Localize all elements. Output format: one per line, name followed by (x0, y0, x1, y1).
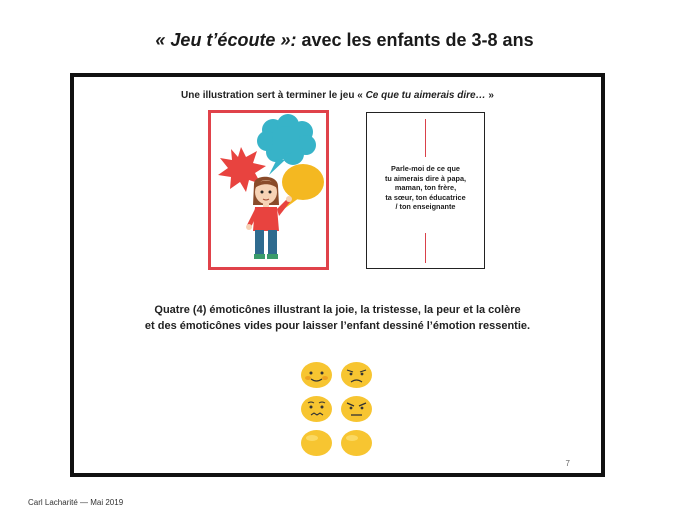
fear-emoticon-icon (300, 395, 333, 423)
prompt-card (366, 112, 485, 269)
joy-emoticon-icon (300, 361, 333, 389)
child-speech-illustration (211, 113, 326, 267)
title-rest: avec les enfants de 3-8 ans (296, 30, 534, 50)
card-divider-top (425, 119, 426, 157)
child-illustration-card (208, 110, 329, 270)
slide-frame (70, 73, 605, 477)
page-number: 7 (565, 459, 570, 468)
blank-emoticon-icon (300, 429, 333, 457)
blank-emoticon-icon (340, 429, 373, 457)
emotions-description: Quatre (4) émoticônes illustrant la joie, la tristesse, la peur et la colère et des émoticônes vides pour laisser l’enfant dessiné l’émotion ressentie. (144, 304, 531, 332)
footer-credit: Carl Lacharité — Mai 2019 (28, 498, 124, 507)
title-italic: « Jeu t’écoute »: (155, 30, 297, 50)
intro-text: Une illustration sert à terminer le jeu « Ce que tu aimerais dire… » (181, 90, 494, 101)
anger-emoticon-icon (340, 395, 373, 423)
slide-title (0, 30, 689, 51)
sadness-emoticon-icon (340, 361, 373, 389)
prompt-card-text: Parle-moi de ce que tu aimerais dire à papa, maman, ton frère, ta sœur, ton éducatrice / ton enseignante (371, 163, 480, 213)
game-name: Ce que tu aimerais dire… (365, 90, 486, 101)
card-divider-bottom (425, 233, 426, 263)
